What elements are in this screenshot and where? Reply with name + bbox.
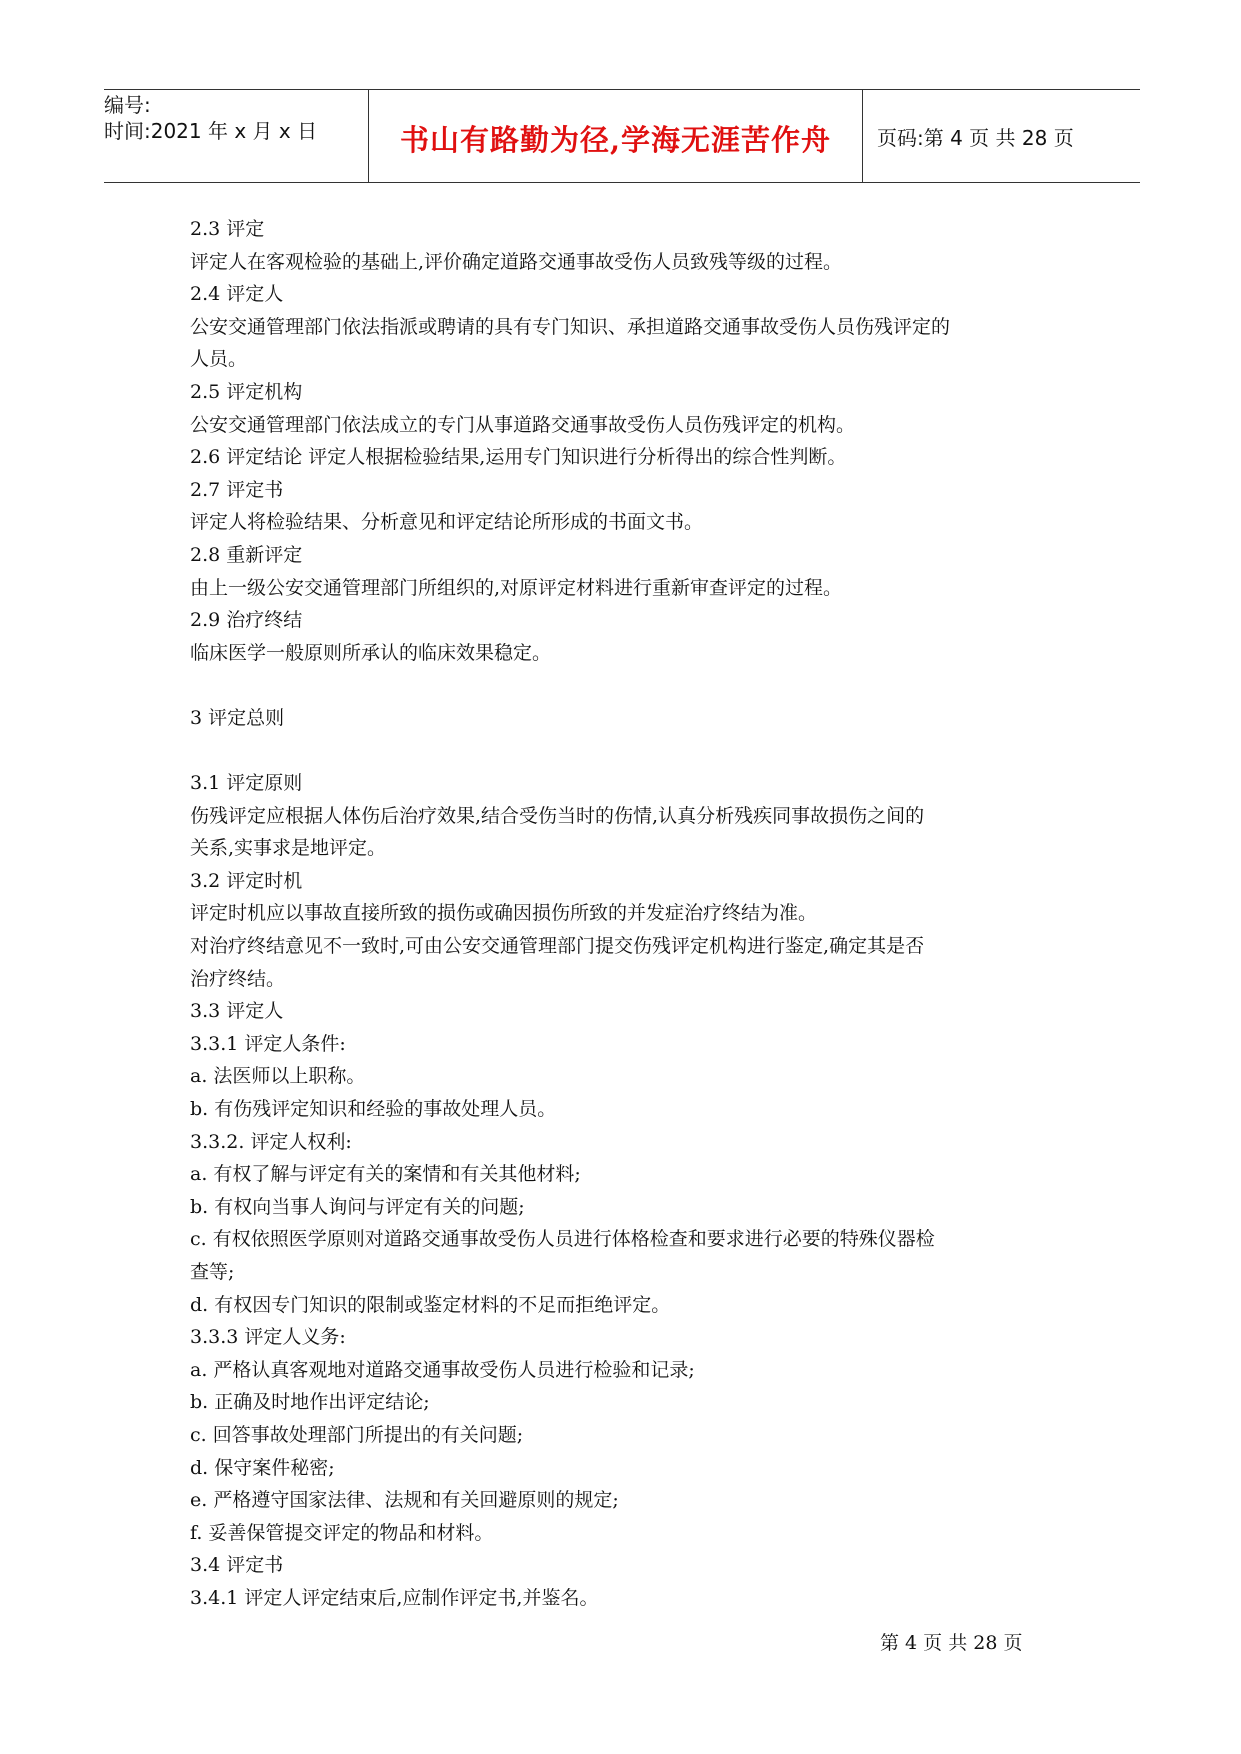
text-line: 3.3 评定人 (190, 1000, 284, 1023)
text-line: 3.3.2. 评定人权利: (190, 1130, 352, 1153)
text-line: 伤残评定应根据人体伤后治疗效果,结合受伤当时的伤情,认真分析残疾同事故损伤之间的 (190, 804, 925, 827)
blank-line (190, 735, 1070, 768)
text-line: a. 有权了解与评定有关的案情和有关其他材料; (190, 1163, 581, 1186)
text-line: c. 有权依照医学原则对道路交通事故受伤人员进行体格检查和要求进行必要的特殊仪器检 (190, 1228, 935, 1251)
page-footer: 第 4 页 共 28 页 (880, 1632, 1023, 1654)
text-line: 2.5 评定机构 (190, 380, 303, 403)
text-line: 3.1 评定原则 (190, 772, 303, 795)
text-line: c. 回答事故处理部门所提出的有关问题; (190, 1423, 524, 1446)
time-label: 时间:2021 年 x 月 x 日 (104, 119, 318, 143)
text-line: 2.9 治疗终结 (190, 609, 303, 632)
text-line: 公安交通管理部门依法成立的专门从事道路交通事故受伤人员伤残评定的机构。 (190, 413, 856, 436)
text-line: b. 有伤残评定知识和经验的事故处理人员。 (190, 1098, 557, 1121)
page-number-label: 页码:第 4 页 共 28 页 (877, 126, 1074, 150)
text-line: 评定人在客观检验的基础上,评价确定道路交通事故受伤人员致残等级的过程。 (190, 250, 843, 273)
header-right-cell (863, 90, 1140, 182)
text-line: f. 妥善保管提交评定的物品和材料。 (190, 1521, 494, 1544)
text-line: 2.7 评定书 (190, 478, 284, 501)
text-line: 3.4.1 评定人评定结束后,应制作评定书,并鉴名。 (190, 1586, 599, 1609)
serial-label: 编号: (104, 93, 151, 117)
text-line: 2.3 评定 (190, 218, 265, 240)
header-left-cell (104, 90, 369, 182)
text-line: 治疗终结。 (190, 967, 286, 990)
header-motto-cell (369, 90, 863, 182)
text-line: 关系,实事求是地评定。 (190, 837, 387, 860)
text-line: 2.4 评定人 (190, 283, 284, 306)
text-line: d. 有权因专门知识的限制或鉴定材料的不足而拒绝评定。 (190, 1293, 671, 1316)
text-line: 查等; (190, 1261, 235, 1283)
text-line: 3.4 评定书 (190, 1554, 284, 1577)
text-line: b. 正确及时地作出评定结论; (190, 1391, 430, 1414)
text-line: 3 评定总则 (190, 706, 285, 729)
text-line: 评定人将检验结果、分析意见和评定结论所形成的书面文书。 (190, 511, 704, 534)
page-header (104, 89, 1140, 183)
text-line: 人员。 (190, 348, 248, 371)
text-line: a. 严格认真客观地对道路交通事故受伤人员进行检验和记录; (190, 1358, 695, 1381)
document-body (190, 213, 1070, 1615)
text-line: 临床医学一般原则所承认的临床效果稳定。 (190, 641, 552, 664)
text-line: 评定时机应以事故直接所致的损伤或确因损伤所致的并发症治疗终结为准。 (190, 902, 818, 925)
text-line: e. 严格遵守国家法律、法规和有关回避原则的规定; (190, 1489, 619, 1512)
text-line: 由上一级公安交通管理部门所组织的,对原评定材料进行重新审查评定的过程。 (190, 576, 843, 599)
text-line: 3.3.1 评定人条件: (190, 1032, 346, 1055)
text-line: 2.8 重新评定 (190, 543, 303, 566)
text-line: 3.3.3 评定人义务: (190, 1326, 346, 1349)
blank-line (190, 669, 1070, 702)
text-line: 对治疗终结意见不一致时,可由公安交通管理部门提交伤残评定机构进行鉴定,确定其是否 (190, 935, 925, 958)
motto-text: 书山有路勤为径,学海无涯苦作舟 (399, 123, 832, 157)
text-line: 3.2 评定时机 (190, 869, 303, 892)
text-line: d. 保守案件秘密; (190, 1456, 335, 1479)
text-line: 2.6 评定结论 评定人根据检验结果,运用专门知识进行分析得出的综合性判断。 (190, 446, 847, 469)
text-line: a. 法医师以上职称。 (190, 1065, 366, 1088)
text-line: b. 有权向当事人询问与评定有关的问题; (190, 1195, 525, 1218)
text-line: 公安交通管理部门依法指派或聘请的具有专门知识、承担道路交通事故受伤人员伤残评定的 (190, 315, 951, 338)
